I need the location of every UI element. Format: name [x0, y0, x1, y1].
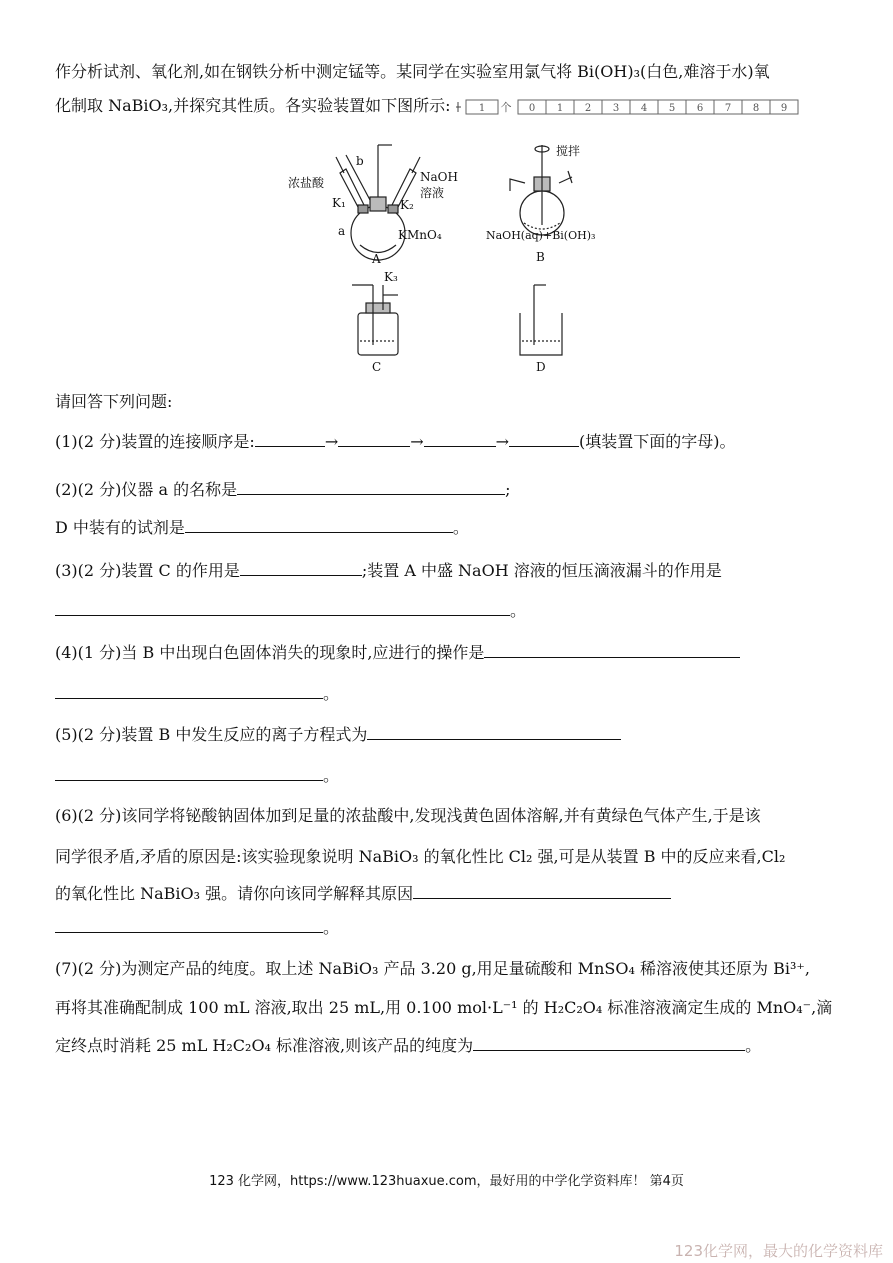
answer-blank-6b[interactable]: [55, 918, 323, 933]
label-apparatus-b: B: [536, 250, 545, 264]
svg-text:8: 8: [752, 102, 759, 114]
question-4-cont: 。: [55, 684, 339, 704]
question-1: (1)(2 分)装置的连接顺序是: → → → (填装置下面的字母)。: [55, 432, 736, 451]
label-k3: K₃: [384, 270, 398, 284]
answer-blank-2d[interactable]: [185, 518, 453, 533]
answer-blank-3b[interactable]: [55, 601, 510, 616]
label-kmno4: KMnO₄: [398, 228, 442, 242]
question-6-cont: 。: [55, 918, 339, 938]
question-7-line-2: 再将其准确配制成 100 mL 溶液,取出 25 mL,用 0.100 mol·L⁻¹ 的 H₂C₂O₄ 标准溶液滴定生成的 MnO₄⁻,滴: [55, 998, 833, 1017]
label-naoh-solution: 溶液: [420, 186, 445, 200]
svg-text:5: 5: [668, 102, 675, 114]
svg-text:7: 7: [724, 102, 731, 114]
label-b-reagent: NaOH(aq)+Bi(OH)₃: [486, 229, 596, 242]
label-k1: K₁: [332, 196, 346, 210]
label-apparatus-c: C: [372, 360, 382, 374]
label-k2: K₂: [400, 198, 414, 212]
question-2: (2)(2 分)仪器 a 的名称是 ;: [55, 480, 511, 499]
watermark: 123化学网，最大的化学资料库: [674, 1242, 883, 1260]
answer-blank-6a[interactable]: [413, 884, 671, 899]
questions-prompt: 请回答下列问题:: [55, 392, 173, 411]
answer-blank-1b[interactable]: [338, 432, 410, 447]
intro-line-2: [55, 96, 816, 116]
question-6-line-1: (6)(2 分)该同学将铋酸钠固体加到足量的浓盐酸中,发现浅黄色固体溶解,并有黄绿色气体产生,于是该: [55, 806, 761, 825]
page-footer: 123 化学网，https://www.123huaxue.com，最好用的中学化学资料库！ 第4页: [209, 1174, 684, 1189]
intro-line-2-text: 化制取 NaBiO₃,并探究其性质。各实验装置如下图所示:: [55, 96, 451, 115]
question-4: (4)(1 分)当 B 中出现白色固体消失的现象时,应进行的操作是: [55, 643, 740, 663]
label-conc-hcl: 浓盐酸: [288, 176, 325, 190]
answer-blank-3a[interactable]: [240, 561, 362, 576]
answer-blank-4a[interactable]: [484, 643, 740, 658]
question-6-line-3: 的氧化性比 NaBiO₃ 强。请你向该同学解释其原因: [55, 884, 671, 904]
ruler-1: 1: [478, 102, 485, 114]
intro-line-1: 作分析试剂、氧化剂,如在钢铁分析中测定锰等。某同学在实验室用氯气将 Bi(OH)₃(白色,难溶于水)氧: [55, 62, 770, 81]
answer-blank-1c[interactable]: [424, 432, 496, 447]
label-apparatus-d: D: [536, 360, 546, 374]
label-b: b: [356, 154, 364, 168]
answer-blank-7[interactable]: [473, 1036, 745, 1051]
answer-blank-1a[interactable]: [255, 432, 325, 447]
label-stir: 搅拌: [556, 144, 581, 158]
question-3: (3)(2 分)装置 C 的作用是 ;装置 A 中盛 NaOH 溶液的恒压滴液漏斗的作用是: [55, 561, 722, 580]
answer-blank-5b[interactable]: [55, 766, 323, 781]
answer-blank-2[interactable]: [237, 480, 505, 495]
svg-text:9: 9: [780, 102, 787, 114]
question-3-cont: 。: [55, 601, 526, 621]
question-7-line-1: (7)(2 分)为测定产品的纯度。取上述 NaBiO₃ 产品 3.20 g,用足量硫酸和 MnSO₄ 稀溶液使其还原为 Bi³⁺,: [55, 959, 810, 978]
label-apparatus-a: A: [372, 252, 381, 266]
answer-blank-4b[interactable]: [55, 684, 323, 699]
question-7-line-3: 定终点时消耗 25 mL H₂C₂O₄ 标准溶液,则该产品的纯度为 。: [55, 1036, 762, 1055]
question-2-d: D 中装有的试剂是 。: [55, 518, 469, 537]
svg-text:0: 0: [528, 102, 535, 114]
question-5: (5)(2 分)装置 B 中发生反应的离子方程式为: [55, 725, 621, 745]
ruler-strip: [456, 99, 816, 115]
svg-text:6: 6: [696, 102, 703, 114]
svg-text:1: 1: [556, 102, 563, 114]
answer-blank-5a[interactable]: [367, 725, 621, 740]
question-5-cont: 。: [55, 766, 339, 786]
answer-blank-1d[interactable]: [509, 432, 579, 447]
label-a: a: [338, 224, 346, 238]
question-6-line-2: 同学很矛盾,矛盾的原因是:该实验现象说明 NaBiO₃ 的氧化性比 Cl₂ 强,可是从装置 B 中的反应来看,Cl₂: [55, 847, 786, 866]
ruler-ge: 个: [500, 100, 512, 114]
svg-text:3: 3: [612, 102, 619, 114]
svg-text:4: 4: [640, 102, 647, 114]
svg-text:2: 2: [584, 102, 591, 114]
label-naoh: NaOH: [420, 170, 458, 184]
apparatus-figure: [280, 135, 620, 375]
